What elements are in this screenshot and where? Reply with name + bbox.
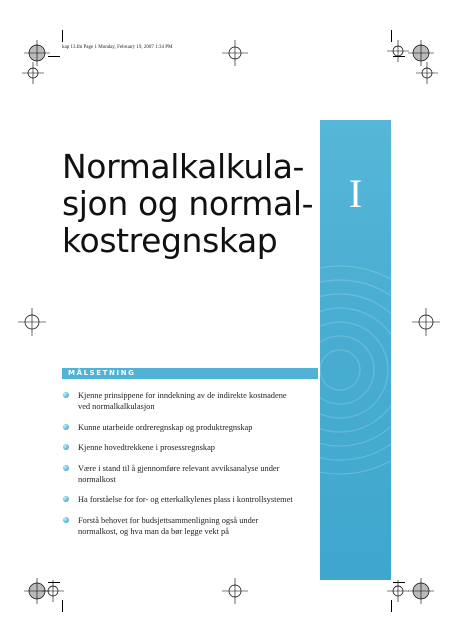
chapter-title-line: kostregnskap	[62, 221, 278, 260]
chapter-title-line: sjon og normal-	[62, 184, 314, 223]
registration-mark-bottom-inner-left	[42, 580, 64, 602]
registration-mark-mid-right	[412, 308, 440, 336]
bullet-icon	[63, 517, 69, 523]
bullet-icon	[63, 444, 69, 450]
goal-line: ved normalkalkulasjon	[78, 402, 155, 411]
bullet-icon	[63, 465, 69, 471]
list-item	[62, 515, 322, 537]
goal-line: Være i stand til å gjennomføre relevant avviksanalyse under	[78, 463, 280, 473]
trim-line	[393, 582, 405, 583]
trim-line	[62, 600, 63, 612]
section-heading: MÅLSETNING	[62, 368, 318, 379]
goal-line: normalkost, og hva man da bør legge vekt på	[78, 526, 229, 536]
trim-line	[48, 582, 60, 583]
registration-mark-bottom-right	[408, 578, 434, 604]
goal-line: Kjenne hovedtrekkene i prosessregnskap	[78, 443, 215, 452]
goals-list	[62, 390, 322, 546]
list-item	[62, 494, 322, 505]
registration-mark-right-upper	[416, 62, 438, 84]
goal-line: normalkost	[78, 474, 116, 484]
list-item	[62, 442, 322, 453]
registration-mark-bottom-inner-right	[387, 580, 409, 602]
goal-line: Kjenne prinsippene for inndekning av de indirekte kostnadene	[78, 391, 287, 400]
registration-mark-top-inner-right	[387, 40, 409, 62]
list-item	[62, 422, 322, 433]
registration-mark-mid-left	[18, 308, 46, 336]
chapter-title-line: Normalkalkula-	[62, 147, 305, 186]
chapter-tab	[320, 120, 391, 580]
trim-line	[62, 30, 63, 42]
trim-line	[48, 56, 60, 57]
registration-mark-bottom-center	[222, 578, 248, 604]
list-item	[62, 463, 322, 485]
goal-line: Ha forståelse for for- og etterkalkylenes plass i kontrollsystemet	[78, 495, 293, 504]
chapter-number: I	[348, 171, 363, 216]
trim-line	[391, 30, 392, 42]
bullet-icon	[63, 496, 69, 502]
bullet-icon	[63, 392, 69, 398]
list-item	[62, 390, 322, 412]
registration-mark-top-inner-left	[22, 62, 44, 84]
print-slug: kap 13.fm Page 1 Monday, February 19, 2007 1:34 PM	[62, 45, 173, 50]
registration-mark-top-center	[222, 40, 248, 66]
chapter-title	[62, 148, 322, 259]
goal-line: Forstå behovet for budsjettsammenligning også under	[78, 515, 259, 525]
bullet-icon	[63, 424, 69, 430]
trim-line	[393, 56, 405, 57]
trim-line	[391, 600, 392, 612]
goal-line: Kunne utarbeide ordreregnskap og produktregnskap	[78, 422, 253, 432]
